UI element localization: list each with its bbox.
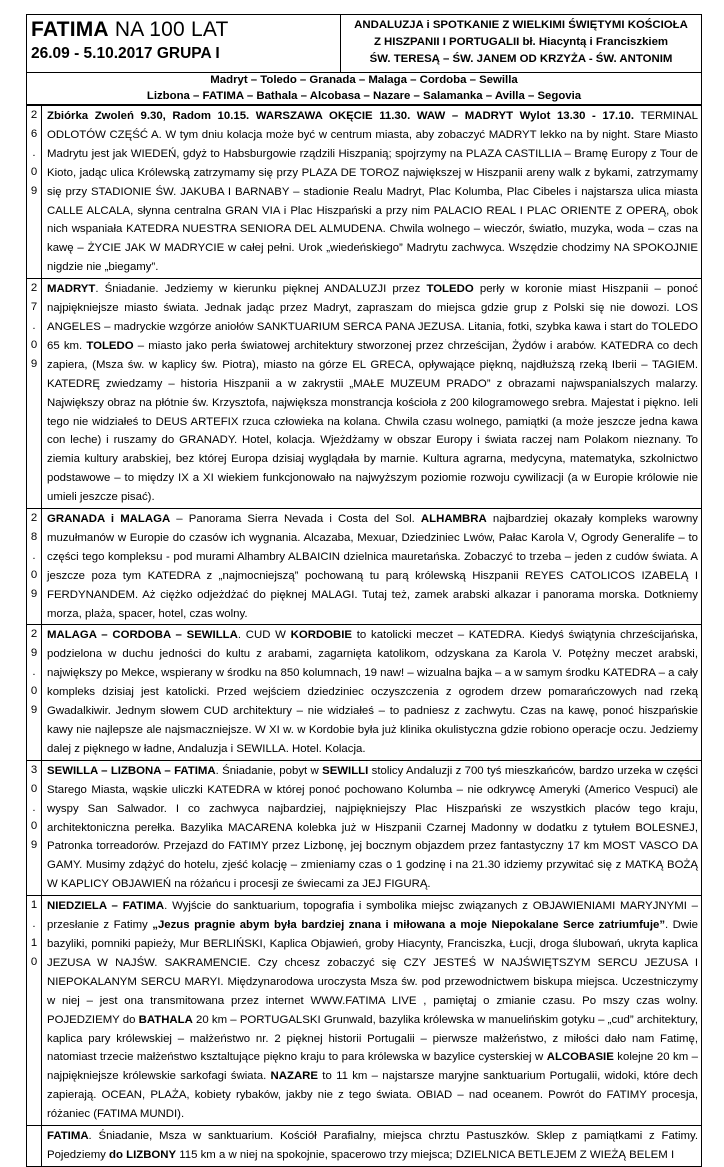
- day-date-char: 2: [30, 282, 38, 295]
- day-date-char: 9: [30, 357, 38, 370]
- day-date: [27, 625, 42, 760]
- day-description: SEWILLA – LIZBONA – FATIMA. Śniadanie, pobyt w SEWILLI stolicy Andaluzji z 700 tyś mieszkańców, bardzo urzeka w części Starego Miasta, wąskie uliczki KATEDRA w której ponoć pochowano Kolumba – nie odkrywcę Ameryki (Americo Vespuci) ale wyspy San Salwador. I co zachwyca najbardziej, najpiękniejszy Plac Hiszpański ze wszystkich placów tego kraju, architektoniczna perełka. Bazylika MACARENA kolebka już w Hiszpanii Czarnej Madonny w dodatku z tytułem BOLESNEJ, Patronka torreadorów. Przejazd do FATIMY przez Lizbonę, jej bocznym objazdem przez fantastyczny 17 km MOST VASCO DA GAMY. Musimy zdążyć do hotelu, zjeść kolację – zmieniamy czas o 1 godzinę i na 21.30 idziemy przywitać się z MATKĄ BOŻĄ W KAPLICY OBJAWIEŃ na różańcu i procesji ze świecami za JEJ FIGURĄ.: [42, 760, 702, 895]
- header-right: [341, 15, 701, 72]
- day-date-char: 9: [30, 647, 38, 660]
- day-description: NIEDZIELA – FATIMA. Wyjście do sanktuarium, topografia i symbolika miejsc związanych z OBJAWIENIAMI MARYJNYMI – przesłanie z Fatimy „Jezus pragnie abym była bardziej znana i miłowana a moje Niepokalane Serce zatriumfuje”. Dwie bazyliki, pomniki papieży, Mur BERLIŃSKI, Kaplica Objawień, groby Hiacynty, Franciszka, Łucji, droga ślubowań, ukryta kaplica JEZUSA W NAJŚW. SAKRAMENCIE. Czy chcesz zobaczyć się CZY JESTEŚ W NAJŚWIĘTSZYM SERCU JEZUSA I NIEPOKALANYM SERCU MARYI. Międzynarodowa uroczysta Msza św. pod przewodnictwem biskupa miejsca. Uczestniczymy w niej – jest ona transmitowana przez internet WWW.FATIMA LIVE , pamiętaj o zmianie czasu. Po mszy czas wolny. POJEDZIEMY do BATHALA 20 km – PORTUGALSKI Grunwald, bazylika królewska w manuelińskim gotyku – „cud” architektury, kaplica pary królewskiej – małżeństwo nr. 2 pięknej historii Portugalii – pierwsze małżeństwo, z miłości dało nam Fatimę, natomiast trzecie małżeństwo ksztaltujące piękno kraju to para królewska w bazylice cysterskiej w ALCOBASIE kolejne 20 km – najpiękniejsze królewskie sarkofagi świata. NAZARE to 11 km – najstarsze maryjne sanktuarium Portugalii, widoki, które dech zapierają. OCEAN, PLAŻA, kobiety rybaków, jakby nie z tego świata. OBIAD – nad oceanem. Powrót do FATIMY procesja, różaniec (FATIMA MUNDI).: [42, 896, 702, 1126]
- day-date-char: 9: [30, 587, 38, 600]
- document-page: [26, 14, 702, 1167]
- route-box: [26, 73, 702, 105]
- day-date: [27, 279, 42, 509]
- day-date-char: 2: [30, 512, 38, 525]
- day-row: [27, 760, 702, 895]
- day-date-char: .: [32, 319, 36, 332]
- day-date-char: 0: [30, 568, 38, 581]
- day-date-char: 1: [30, 936, 38, 949]
- day-row: [27, 279, 702, 509]
- header-right-line: Z HISZPANII I PORTUGALII bł. Hiacyntą i Franciszkiem: [373, 36, 669, 48]
- day-row: [27, 509, 702, 625]
- day-date-char: 0: [30, 165, 38, 178]
- itinerary-table: [26, 105, 702, 1167]
- day-description: FATIMA. Śniadanie, Msza w sanktuarium. Kościół Parafialny, miejsca chrztu Pastuszków. Sklep z pamiątkami z Fatimy. Pojedziemy do LIZBONY 115 km a w niej na spokojnie, spacerowo trzy miejsca; DZIELNICA BETLEJEM Z WIEŻĄ BELEM I: [42, 1126, 702, 1167]
- day-description: MADRYT. Śniadanie. Jedziemy w kierunku pięknej ANDALUZJI przez TOLEDO perły w koronie miast Hiszpanii – ponoć najpiękniejsze miasto świata. Jednak jadąc przez Madryt, zapraszam do miejsca gdzie grup z Polski się nie dowozi. LOS ANGELES – madryckie wzgórze aniołów SANKTUARIUM SERCA PANA JEZUSA. Litania, fotki, szybka kawa i start do TOLEDO 65 km. TOLEDO – miasto jako perła światowej architektury stworzonej przez chrześcijan, Żydów i arabów. KATEDRA co dech zapiera, (Msza św. w kaplicy św. Piotra), miasto na górze EL GRECA, opływające pięknq, najdłuższą rzeką Iberii – TAGIEM. KATEDRĘ zwiedzamy – historia Hiszpanii a w zakrystii „MAŁE MUZEUM PRADO” z obrazami najwspanialszych malarzy. Największy obraz na płótnie św. Krzysztofa, największa monstrancja kościoła z 200 kilogramowego srebra. Majestat i piękno. Ieli tego nie widziałeś to DEUS ARTEFIX rzuca człowieka na kolana. Chwila czasu wolnego, pamiątki (a może jeszcze jedna kawa con leche) i ruszamy do GRANADY. Hotel, kolacja. Wjeżdżamy w obszar Europy i świata raczej nam Polakom nieznany. To ziemia kultury arabskiej, bez której Europa dzisiaj wyglądała by marnie. Kultura agrarna, medycyna, matematyka, szkolnictwo podstawowe – to między IX a XI wiekiem funkcjonowało na najwyższym poziomie rozwoju cywilizacji (a w Europie królowie nie umieli jeszcze pisać).: [42, 279, 702, 509]
- day-date-char: 2: [30, 109, 38, 121]
- day-description: MALAGA – CORDOBA – SEWILLA. CUD W KORDOBIE to katolicki meczet – KATEDRA. Kiedyś świątynia chrześcijańska, podzielona w duchu jedności do kultu z arabami, zagarnięta katolikom, odzyskana za Karola V. Potężny meczet arabski, największy po Mekce, wspierany w środku na 850 kolumnach, 19 naw! – wizualna bajka – a w samym środku KATEDRA – a cały kompleks dzisiaj jest katolicki. Przed wejściem dziedziniec oczyszczenia z ogrodem drzew pomarańczowych nad rzeką Gwadalkiwir. Jednym słowem CUD architektury – nie widziałeś – to padniesz z zachwytu. Czas na kawę, ponoć hiszpańskie kawy nie najlepsze ale najsmaczniejsze. W XI w. w Kordobie była już klinika okulistyczna gdzie robiono operacje oczu. Jedziemy dalej z pięknego w ładne, Andaluzja i SEWILLA. Hotel. Kolacja.: [42, 625, 702, 760]
- title-rest: NA 100 LAT: [108, 18, 229, 41]
- day-date-char: 6: [30, 127, 38, 140]
- route-line: Madryt – Toledo – Granada – Malaga – Cordoba – Sewilla: [210, 74, 518, 86]
- day-date-char: .: [32, 918, 36, 931]
- header-left: [27, 15, 341, 72]
- day-date-char: 7: [30, 301, 38, 314]
- route-line: Lizbona – FATIMA – Bathala – Alcobasa – Nazare – Salamanka – Avilla – Segovia: [146, 89, 582, 102]
- title-bold: FATIMA: [31, 18, 109, 41]
- header-right-line: ŚW. TERESĄ – ŚW. JANEM OD KRZYŻA - ŚW. ANTONIM: [369, 53, 673, 65]
- day-date-char: 0: [30, 685, 38, 698]
- day-description: GRANADA i MALAGA – Panorama Sierra Nevada i Costa del Sol. ALHAMBRA najbardziej okazały kompleks warowny muzułmanów w Europie do czasów ich wygnania. Alcazaba, Mexuar, Dziedziniec Lwów, Pałac Karola V, Ogrody Generalife – to części tego kompleksu - pod murami Alhambry ALBAICIN dzielnica mauretańska. Zobaczyć to trzeba – jeden z cudów świata. A jeszcze poza tym KATEDRA z „najmocniejszą” pochowaną tu parą królewską Hiszpanii REYES CATOLICOS IZABELĄ I FERDYNANDEM. Aż ciężko odjeżdżać do pięknej MALAGI. Tutaj też, zamek arabski alkazar i panorama morska. Dotkniemy morza, plaża, spacer, hotel, czas wolny.: [42, 509, 702, 625]
- day-date-char: .: [32, 549, 36, 562]
- day-date-char: 2: [30, 628, 38, 641]
- day-date-char: 8: [30, 530, 38, 543]
- day-date-char: 0: [30, 338, 38, 351]
- header-right-line: ANDALUZJA i SPOTKANIE Z WIELKIMI ŚWIĘTYMI KOŚCIOŁA: [354, 19, 688, 31]
- day-date-char: 0: [30, 955, 38, 968]
- day-date-char: .: [32, 146, 36, 159]
- day-date: [27, 896, 42, 1126]
- day-date-char: 0: [30, 820, 38, 833]
- day-date-char: 9: [30, 839, 38, 852]
- day-date: [27, 1126, 42, 1167]
- day-date-char: 9: [30, 184, 38, 197]
- day-date-char: 0: [30, 782, 38, 795]
- day-row: [27, 625, 702, 760]
- day-date: [27, 106, 42, 279]
- day-row: [27, 106, 702, 279]
- day-date-char: 3: [30, 763, 38, 776]
- day-date: [27, 760, 42, 895]
- day-description: Zbiórka Zwoleń 9.30, Radom 10.15. WARSZAWA OKĘCIE 11.30. WAW – MADRYT Wylot 13.30 - 17.10. TERMINAL ODLOTÓW CZĘŚĆ A. W tym dniu kolacja może być w centrum miasta, aby zobaczyć MADRYT lekko na by night. Stare Miasto Madrytu jest jak WIEDEŃ, gdyż to Habsburgowie rządzili Hiszpanią; spojrzymy na PLAZA CASTILLIA – Bramę Europy z Tour de Kioto, jadąc ulica Królewską zatrzymamy się przy PLAZA DE TOROZ największej w Hiszpanii areny walk z bykami, zatrzymamy się przy STADIONIE ŚW. JAKUBA I BARNABY – stadionie Realu Madryt, Plac Kolumba, Plac Cibeles i najstarsza ulica miasta CALLE ALCALA, słynna centralna GRAN VIA i Plac Hiszpański a przy nim PALACIO REAL I PLAC ORIENTE Z OPERĄ, obok nich wspaniała KATEDRA NUESTRA SENIORA DEL ALMUDENA. Chwila wolnego – wieczór, światło, muzyka, woda – czas na kawę – ŻYCIE JAK W MADRYCIE w całej pełni. Urok „wiedeńskiego” Madrytu zachwyca. Wszędzie chodzimy NA SPOKOJNIE nigdzie nie „biegamy”.: [42, 106, 702, 279]
- header-box: [26, 14, 702, 73]
- trip-dates: 26.09 - 5.10.2017 GRUPA I: [31, 45, 220, 62]
- day-date-char: 9: [30, 704, 38, 717]
- day-row: [27, 1126, 702, 1167]
- day-date-char: 1: [30, 899, 38, 912]
- day-date-char: .: [32, 666, 36, 679]
- day-date: [27, 509, 42, 625]
- day-date-char: .: [32, 801, 36, 814]
- page-title: [31, 19, 334, 41]
- day-row: [27, 896, 702, 1126]
